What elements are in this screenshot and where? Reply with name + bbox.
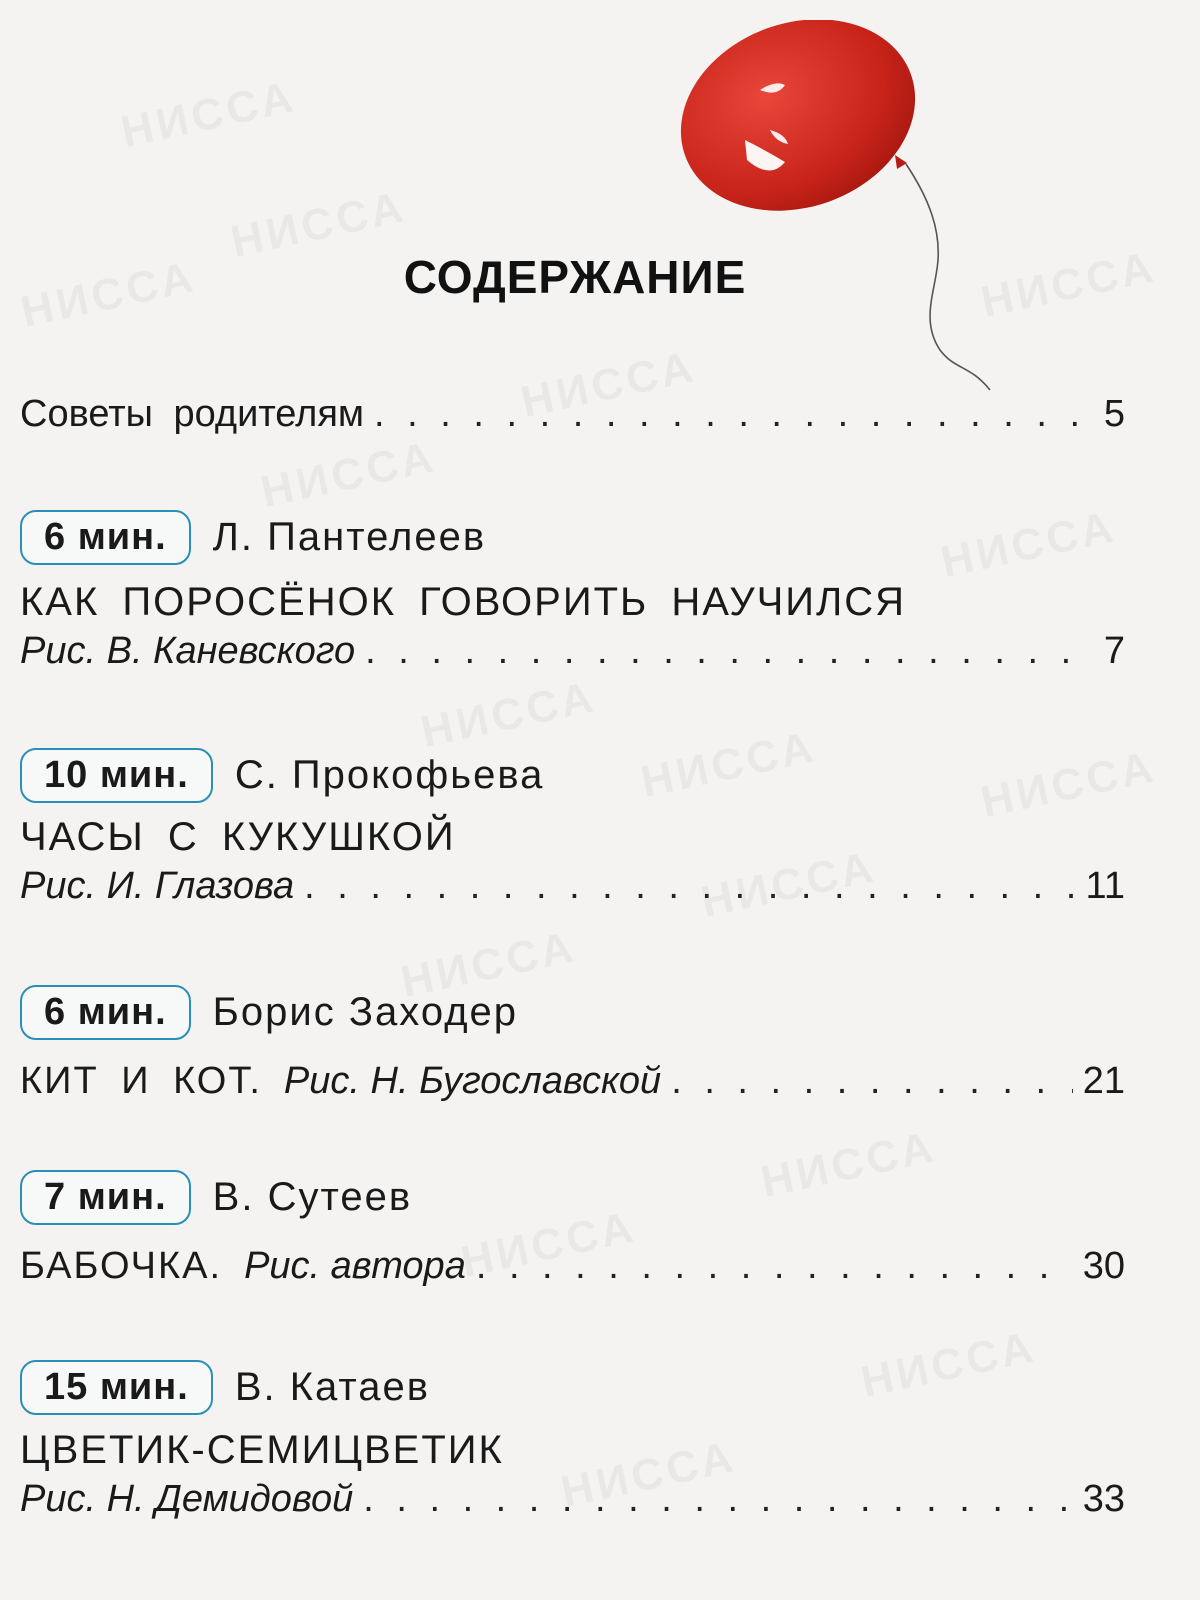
dot-leader [671, 1060, 1073, 1103]
watermark [257, 432, 441, 518]
toc-entry[interactable] [20, 1060, 1125, 1103]
illustrator-credit: Рис. Н. Демидовой [20, 1478, 354, 1520]
story-header [20, 510, 486, 565]
author-name: Л. Пантелеев [212, 515, 487, 559]
author-name: В. Катаев [234, 1365, 430, 1409]
story-title: КИТ И КОТ. [20, 1060, 262, 1102]
story-title[interactable]: КАК ПОРОСЁНОК ГОВОРИТЬ НАУЧИЛСЯ [20, 580, 907, 624]
watermark [117, 72, 301, 158]
author-name: Борис Заходер [212, 990, 519, 1034]
story-title[interactable]: ЦВЕТИК-СЕМИЦВЕТИК [20, 1428, 504, 1472]
dot-leader [365, 630, 1085, 673]
dot-leader [363, 1478, 1073, 1521]
toc-entry[interactable] [20, 865, 1125, 908]
page-number: 21 [1082, 1060, 1125, 1102]
reading-time-badge: 7 мин. [20, 1170, 191, 1225]
page-number: 11 [1085, 865, 1125, 907]
watermark [757, 1122, 941, 1208]
toc-entry[interactable] [20, 1245, 1125, 1288]
illustrator-credit: Рис. В. Каневского [20, 630, 356, 672]
reading-time-badge: 15 мин. [20, 1360, 213, 1415]
story-header [20, 985, 518, 1040]
dot-leader [476, 1245, 1073, 1288]
watermark [417, 672, 601, 758]
reading-time-badge: 10 мин. [20, 748, 213, 803]
page-number: 5 [1103, 393, 1125, 435]
toc-label: Советы родителям [20, 393, 365, 435]
story-header [20, 1360, 430, 1415]
page-number: 30 [1082, 1245, 1125, 1287]
author-name: С. Прокофьева [234, 753, 545, 797]
illustrator-credit: Рис. автора [244, 1245, 466, 1287]
illustrator-credit: Рис. И. Глазова [20, 865, 295, 907]
story-header [20, 748, 544, 803]
page-number: 7 [1103, 630, 1125, 672]
illustrator-credit: Рис. Н. Бугославской [283, 1060, 662, 1102]
toc-entry-intro[interactable] [20, 393, 1125, 436]
page-title: СОДЕРЖАНИЕ [403, 251, 747, 303]
reading-time-badge: 6 мин. [20, 985, 191, 1040]
story-title: БАБОЧКА. [20, 1245, 223, 1287]
toc-entry[interactable] [20, 630, 1125, 673]
red-balloon-illustration [670, 20, 1030, 400]
dot-leader [374, 393, 1085, 436]
watermark [937, 502, 1121, 588]
watermark [977, 742, 1161, 828]
toc-entry[interactable] [20, 1478, 1125, 1521]
page-number: 33 [1082, 1478, 1125, 1520]
author-name: В. Сутеев [212, 1175, 413, 1219]
story-title[interactable]: ЧАСЫ С КУКУШКОЙ [20, 815, 456, 859]
watermark [857, 1322, 1041, 1408]
watermark [637, 722, 821, 808]
reading-time-badge: 6 мин. [20, 510, 191, 565]
dot-leader [304, 865, 1075, 908]
story-header [20, 1170, 412, 1225]
